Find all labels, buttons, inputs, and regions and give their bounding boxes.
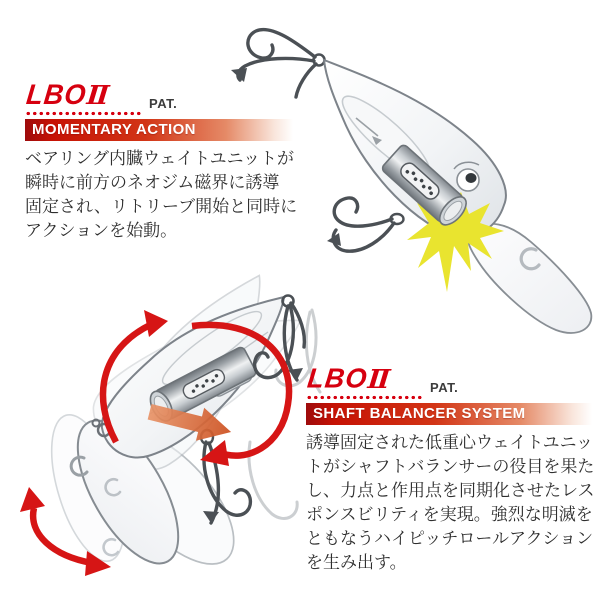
description-line: ともなうハイピッチロールアクション	[306, 529, 594, 548]
pat-label: PAT.	[149, 96, 178, 111]
shaft-balancer-section	[305, 362, 595, 575]
description-line: ベアリング内臓ウェイトユニットが	[25, 149, 294, 168]
pat-label: PAT.	[430, 380, 459, 395]
lbo-logo-text: LBO	[24, 78, 89, 111]
description-line: し、力点と作用点を同期化させたレス	[306, 481, 595, 500]
lbo2-logo	[24, 78, 293, 116]
lure-bottom-illustration	[20, 275, 320, 584]
momentary-action-section	[24, 78, 298, 243]
description-line: 固定され、リトリーブ開始と同時に	[25, 197, 298, 216]
belly-treble-hook-icon	[327, 198, 404, 251]
momentary-action-banner: MOMENTARY ACTION	[25, 119, 293, 141]
shaft-balancer-description	[306, 431, 595, 575]
shaft-balancer-banner: SHAFT BALANCER SYSTEM	[306, 403, 592, 425]
lbo-logo-numeral: Ⅱ	[366, 365, 392, 395]
description-line: 誘導固定された低重心ウェイトユニッ	[306, 433, 593, 452]
lbo-logo-numeral: Ⅱ	[85, 81, 111, 111]
description-line: アクションを始動。	[25, 221, 178, 240]
lbo2-logo	[305, 362, 592, 400]
lbo-logo-text: LBO	[305, 362, 370, 395]
description-line: 瞬時に前方のネオジム磁界に誘導	[25, 173, 280, 192]
description-line: を生み出す。	[306, 553, 407, 572]
description-line: ポンスビリティを実現。強烈な明滅を	[306, 505, 593, 524]
momentary-action-description	[25, 147, 298, 243]
description-line: トがシャフトバランサーの役目を果た	[306, 457, 595, 476]
lbo-logo-dots	[25, 111, 143, 116]
lbo-logo-dots	[306, 395, 424, 400]
diving-bill	[467, 224, 591, 333]
